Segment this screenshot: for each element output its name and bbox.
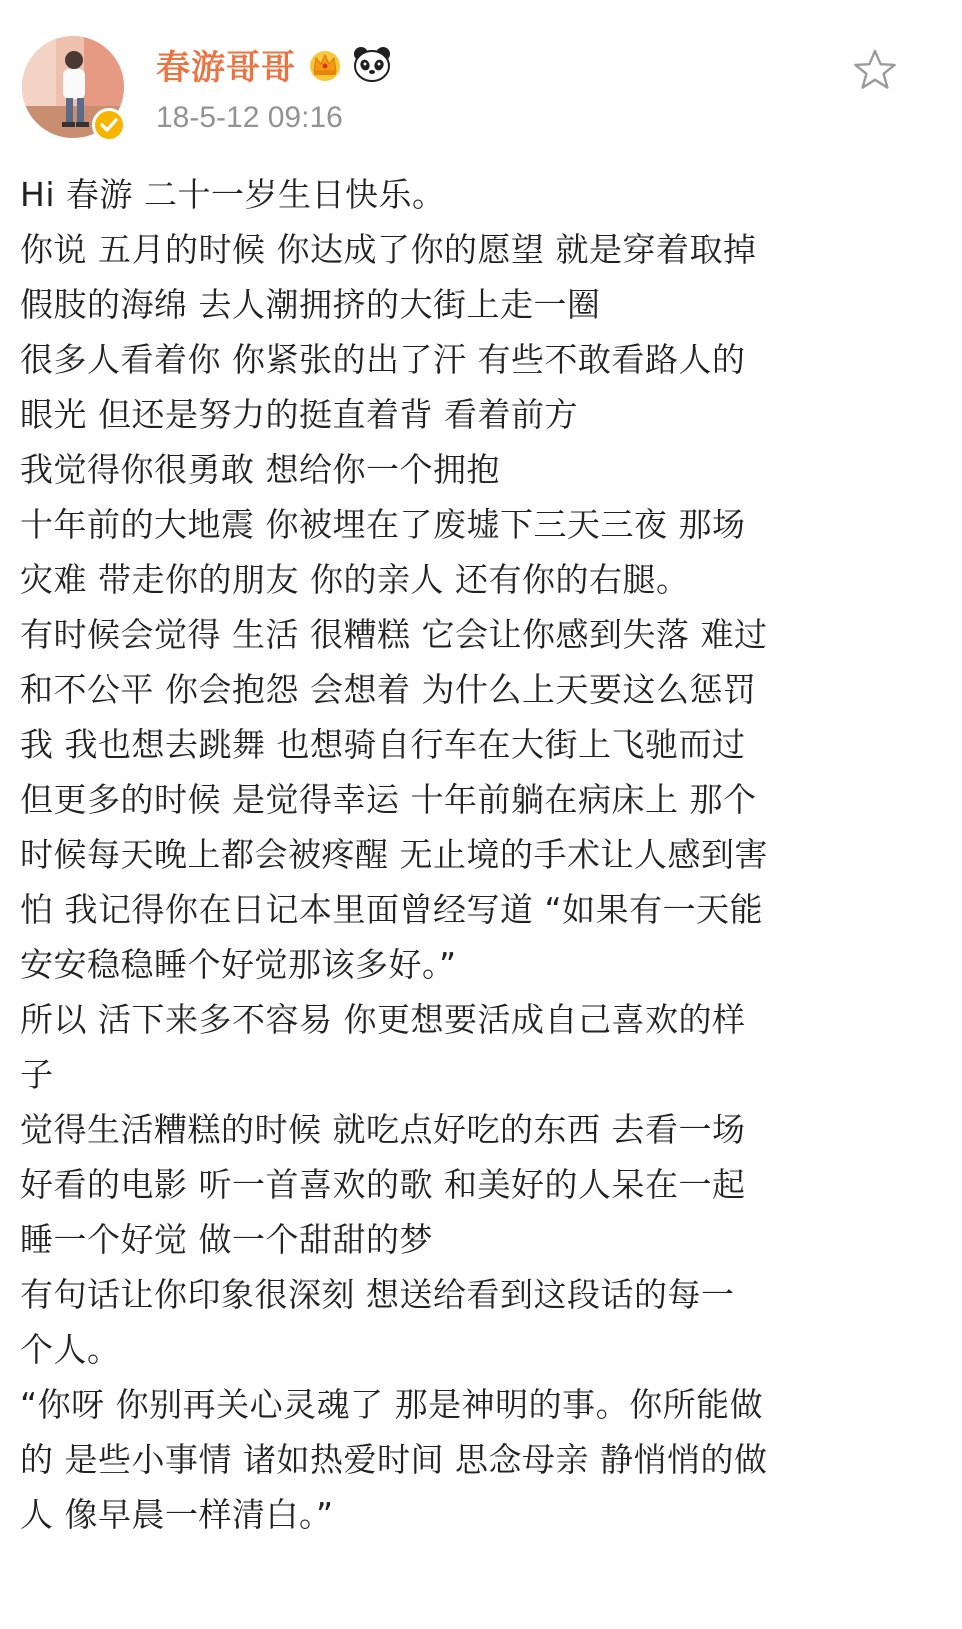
post-text-line: 灾难 带走你的朋友 你的亲人 还有你的右腿。: [20, 560, 690, 599]
post-text-line: 子: [20, 1055, 54, 1094]
post-text-line: 人 像早晨一样清白。”: [20, 1495, 334, 1534]
post-text-line: 好看的电影 听一首喜欢的歌 和美好的人呆在一起: [20, 1165, 746, 1204]
post-text-line: 所以 活下来多不容易 你更想要活成自己喜欢的样: [20, 1000, 746, 1039]
post-text-line: 我觉得你很勇敢 想给你一个拥抱: [20, 450, 500, 489]
verified-check-icon: [92, 108, 126, 142]
post-text-line: 怕 我记得你在日记本里面曾经写道 “如果有一天能: [20, 890, 764, 929]
post-text-line: 睡一个好觉 做一个甜甜的梦: [20, 1220, 433, 1259]
post-text-line: 你说 五月的时候 你达成了你的愿望 就是穿着取掉: [20, 230, 757, 269]
crown-icon[interactable]: [306, 46, 344, 82]
post-text-line: 有时候会觉得 生活 很糟糕 它会让你感到失落 难过: [20, 615, 768, 654]
post-timestamp: 18-5-12 09:16: [156, 101, 343, 134]
post-text-line: 和不公平 你会抱怨 会想着 为什么上天要这么惩罚: [20, 670, 757, 709]
username-row: [156, 42, 392, 86]
post-text-line: 的 是些小事情 诸如热爱时间 思念母亲 静悄悄的做: [20, 1440, 768, 1479]
post-text-line: “你呀 你别再关心灵魂了 那是神明的事。你所能做: [20, 1385, 764, 1424]
post-text-line: 很多人看着你 你紧张的出了汗 有些不敢看路人的: [20, 340, 746, 379]
post-text-line: 时候每天晚上都会被疼醒 无止境的手术让人感到害: [20, 835, 768, 874]
post-text-line: 但更多的时候 是觉得幸运 十年前躺在病床上 那个: [20, 780, 757, 819]
post-text-line: 个人。: [20, 1330, 121, 1369]
post-text-line: 我 我也想去跳舞 也想骑自行车在大街上飞驰而过: [20, 725, 746, 764]
username[interactable]: 春游哥哥: [156, 47, 296, 88]
post-text-line: 眼光 但还是努力的挺直着背 看着前方: [20, 395, 578, 434]
post-text-line: 觉得生活糟糕的时候 就吃点好吃的东西 去看一场: [20, 1110, 746, 1149]
post-text-line: 十年前的大地震 你被埋在了废墟下三天三夜 那场: [20, 505, 746, 544]
post-text-line: 安安稳稳睡个好觉那该多好。”: [20, 945, 457, 984]
post-text-line: Hi 春游 二十一岁生日快乐。: [20, 175, 446, 214]
post-header: [0, 0, 962, 160]
favorite-button[interactable]: [852, 48, 898, 92]
star-outline-icon: [852, 48, 898, 92]
post-text-line: 假肢的海绵 去人潮拥挤的大街上走一圈: [20, 285, 601, 324]
post-text-line: 有句话让你印象很深刻 想送给看到这段话的每一: [20, 1275, 735, 1314]
panda-icon: [352, 45, 392, 83]
post-content: [20, 167, 950, 1542]
